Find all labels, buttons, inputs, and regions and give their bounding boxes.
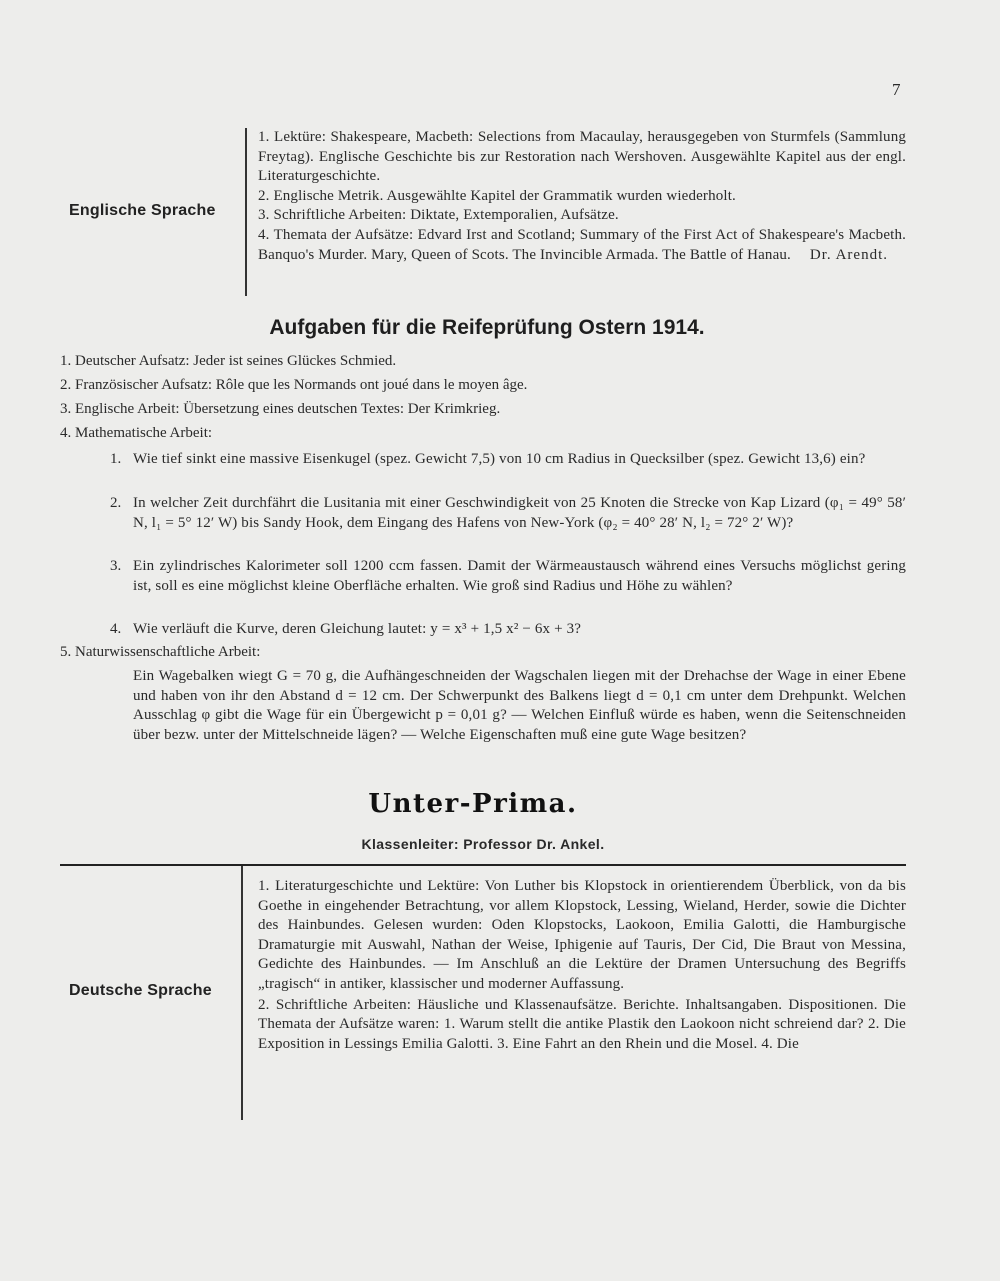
klassenleiter: Klassenleiter: Professor Dr. Ankel. bbox=[361, 836, 605, 852]
englisch-item-4-text: 4. Themata der Aufsätze: Edvard Irst and Scotland; Summary of the First Act of Shakespeare's Macbeth. Banquo's Murder. Mary, Queen of Scots. The Invincible Armada. The Battle of Hanau. bbox=[258, 226, 906, 263]
englisch-item-1: 1. Lektüre: Shakespeare, Macbeth: Selections from Macaulay, herausgegeben von Sturmfels (Sammlung Freytag). Englische Geschichte bis zur Restoration nach Wershoven. Ausgewählte Kapitel aus der engl. Literaturgeschichte. bbox=[258, 129, 906, 185]
math-text-2: In welcher Zeit durchfährt die Lusitania mit einer Geschwindigkeit von 25 Knoten die Strecke von Kap Lizard (φ₁ = 49° 58′ N, l₁ = 5° 12′ W) bis Sandy Hook, dem Eingang des Hafens von New-York (φ₂ = 40° 28′ N, l₂ = 72° 2′ W)? bbox=[133, 495, 906, 531]
aufgabe-item-5: 5. Naturwissenschaftliche Arbeit: bbox=[60, 644, 261, 660]
section-divider-deutsch bbox=[241, 866, 243, 1120]
physics-text: Ein Wagebalken wiegt G = 70 g, die Aufhängeschneiden der Wagschalen liegen mit der Drehachse der Wage in einer Ebene und haben von ihr den Abstand d = 12 cm. Der Schwerpunkt des Balkens liegt d = 0,1 cm unter dem Drehpunkt. Welchen Ausschlag φ gibt die Wage für ein Übergewicht p = 0,01 g? — Welchen Einfluß würde es haben, wenn die Seitenschneiden über bezw. unter der Mittelschneide lägen? — Welche Eigenschaften muß eine gute Wage besitzen? bbox=[133, 668, 906, 743]
signature: Dr. Arendt. bbox=[809, 246, 888, 263]
section-label-englisch: Englische Sprache bbox=[69, 202, 216, 219]
section-label-deutsch: Deutsche Sprache bbox=[69, 982, 212, 999]
page-number: 7 bbox=[892, 80, 901, 99]
englisch-item-2: 2. Englische Metrik. Ausgewählte Kapitel der Grammatik wurden wiederholt. bbox=[258, 187, 736, 204]
aufgabe-item-4: 4. Mathematische Arbeit: bbox=[60, 425, 213, 441]
englisch-content bbox=[258, 128, 906, 265]
deutsch-item-1: 1. Literaturgeschichte und Lektüre: Von Luther bis Klopstock in orientierendem Überblick, von da bis Goethe in eingehender Betrachtung, vor allem Klopstock, Lessing, Wieland, Herder, sowie die Dichter des Hainbundes. Gelesen wurden: Oden Klopstocks, Laokoon, Emilia Galotti, die Hamburgische Dramaturgie mit Auswahl, Nathan der Weise, Iphigenie auf Tauris, Der Cid, Die Braut von Messina, Gedichte des Hainbundes. — Im Anschluß an die Lektüre der Dramen Untersuchung des Begriffs „tragisch“ in antiker, klassischer und moderner Auffassung. bbox=[258, 878, 906, 992]
deutsch-item-2: 2. Schriftliche Arbeiten: Häusliche und Klassenaufsätze. Berichte. Inhaltsangaben. Dispositionen. Die Themata der Aufsätze waren: 1. Warum stellt die antike Plastik den Laokoon nicht schreiend dar? 2. Die Exposition in Lessings Emilia Galotti. 3. Eine Fahrt an den Rhein und die Mosel. 4. Die bbox=[258, 996, 906, 1052]
math-text-4: Wie verläuft die Kurve, deren Gleichung lautet: y = x³ + 1,5 x² − 6x + 3? bbox=[133, 621, 582, 637]
section-divider-englisch bbox=[245, 128, 247, 296]
aufgabe-item-1: 1. Deutscher Aufsatz: Jeder ist seines Glückes Schmied. bbox=[60, 353, 397, 369]
math-text-1: Wie tief sinkt eine massive Eisenkugel (spez. Gewicht 7,5) von 10 cm Radius in Quecksilber (spez. Gewicht 13,6) ein? bbox=[133, 451, 866, 467]
englisch-item-4 bbox=[258, 226, 906, 265]
englisch-item-3: 3. Schriftliche Arbeiten: Diktate, Extemporalien, Aufsätze. bbox=[258, 207, 619, 224]
math-num-4: 4. bbox=[110, 621, 122, 637]
math-num-3: 3. bbox=[110, 558, 122, 574]
horizontal-rule bbox=[60, 864, 906, 866]
aufgabe-item-2: 2. Französischer Aufsatz: Rôle que les Normands ont joué dans le moyen âge. bbox=[60, 377, 528, 393]
aufgabe-item-3: 3. Englische Arbeit: Übersetzung eines deutschen Textes: Der Krimkrieg. bbox=[60, 401, 501, 417]
math-text-3: Ein zylindrisches Kalorimeter soll 1200 ccm fassen. Damit der Wärmeaustausch während eines Versuchs möglichst gering ist, soll es eine möglichst kleine Oberfläche erhalten. Wie groß sind Radius und Höhe zu wählen? bbox=[133, 558, 906, 594]
unterprima-title: Unter-Prima. bbox=[368, 789, 578, 819]
math-num-1: 1. bbox=[110, 451, 122, 467]
math-num-2: 2. bbox=[110, 495, 122, 511]
deutsch-content bbox=[258, 877, 906, 1054]
aufgaben-heading: Aufgaben für die Reifeprüfung Ostern 1914. bbox=[269, 316, 705, 339]
